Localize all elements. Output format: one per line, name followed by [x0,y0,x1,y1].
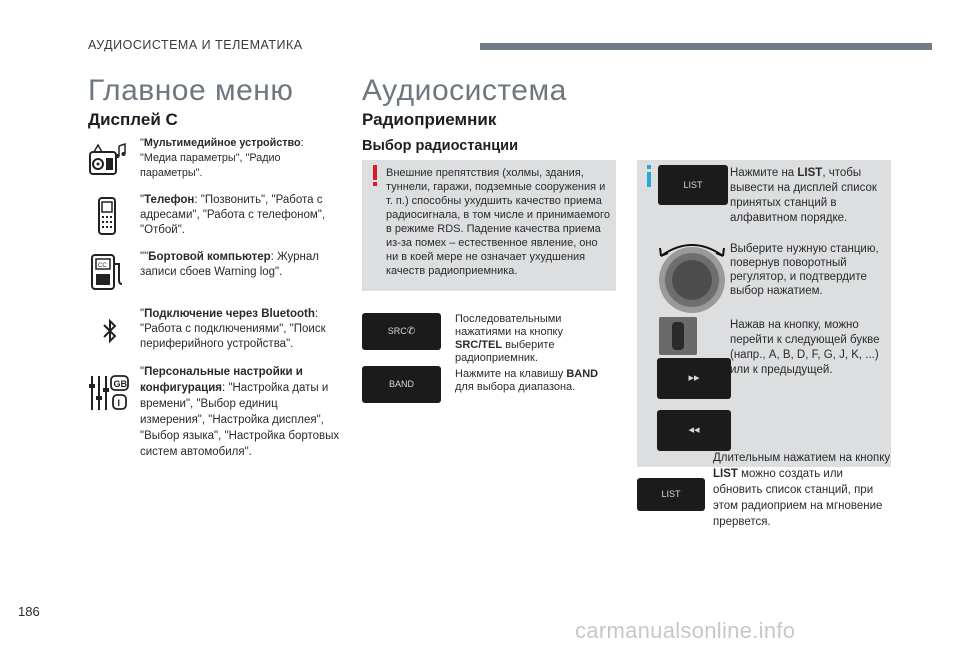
page-number: 186 [18,604,40,619]
display-subtitle: Дисплей C [88,110,178,129]
svg-text:GB: GB [113,379,127,389]
item-rest: : "Позвонить", "Работа с адресами", "Работа с телефоном", "Отбой". [140,194,326,236]
warning-box [362,160,616,291]
header-bar [480,43,932,50]
audio-title: Аудиосистема [362,74,567,107]
item-bold: Подключение через Bluetooth [144,308,315,320]
list-button-image: LIST [658,165,728,205]
list-item: "Телефон: "Позвонить", "Работа с адресами", "Работа с телефоном", "Отбой". [140,194,326,236]
previous-icon: ◂◂ [657,410,731,451]
band-button-image [362,366,441,403]
src-label: SRC [387,326,407,336]
band-label: BAND [388,379,414,389]
svg-text:CC: CC [98,263,107,269]
settings-icon [88,374,130,412]
trip-computer-icon [90,252,124,292]
warning-text: Внешние препятствия (холмы, здания, туннели, гаражи, подземные сооружения и т. п.) способны ухудшить качество приема радиосигнала, в том числе и принимаемого в режиме RDS. Падение качества приема из-за помех – естественное явление, оно ни в коей мере не означает ухудшения качеств радиоприемника. [386,167,610,277]
list-item: ""Бортовой компьютер: Журнал записи сбоев Warning log". [140,251,319,278]
warning-icon [372,165,378,187]
src-text: Последовательными нажатиями на кнопку SRC/TEL выберите радиоприемник. [455,313,563,364]
rotary-knob-icon [655,238,729,316]
toggle-button-image [659,317,697,355]
info3-text: Нажав на кнопку, можно перейти к следующей букве (напр., A, B, D, F, G, J, K, ...) или к предыдущей. [730,319,880,376]
section-header: АУДИОСИСТЕМА И ТЕЛЕМАТИКА [88,38,303,52]
item-rest: : "Работа с подключениями", "Поиск периферийного устройства". [140,308,326,350]
radio-subtitle: Радиоприемник [362,110,497,129]
watermark: carmanualsonline.info [575,618,796,643]
main-menu-title: Главное меню [88,74,294,107]
next-icon: ▸▸ [657,358,731,399]
item-bold: Мультимедийное устройство [143,137,301,149]
list-item: "Мультимедийное устройство: "Медиа параметры", "Радио параметры". [140,137,304,179]
info-box [637,160,891,467]
list-button-image-2: LIST [637,478,705,511]
item-rest: : "Медиа параметры", "Радио параметры". [140,137,304,179]
info-icon [646,165,652,187]
item-rest: : "Настройка даты и времени", "Выбор единиц измерения", "Настройка дисплея", "Выбор языка", "Настройка бортовых систем автомобиля". [140,382,340,458]
phone-handset-icon: ✆ [406,326,416,337]
multimedia-icon [88,140,128,180]
item-bold: Телефон [144,194,195,206]
station-section-title: Выбор радиостанции [362,138,518,154]
band-text: Нажмите на клавишу BAND для выбора диапазона. [455,368,599,393]
svg-text:I: I [117,398,121,408]
phone-icon [97,196,117,236]
list-item: "Подключение через Bluetooth: "Работа с подключениями", "Поиск периферийного устройства". [140,308,326,350]
info1-text: Нажмите на LIST, чтобы вывести на дисплей список принятых станций в алфавитном порядке. [730,167,877,224]
item-bold: Персональные настройки и конфигурация [140,366,303,394]
info2-text: Выберите нужную станцию, повернув поворотный регулятор, и подтвердите выбор нажатием. [730,243,879,297]
src-button-image [362,313,441,350]
long-press-text: Длительным нажатием на кнопку LIST можно создать или обновить список станций, при этом радиоприем на мгновение прервется. [713,452,891,528]
item-rest: : Журнал записи сбоев Warning log". [140,251,319,278]
list-item: "Персональные настройки и конфигурация: "Настройка даты и времени", "Выбор единиц измерения", "Настройка дисплея", "Выбор языка", "Настройка бортовых систем автомобиля". [140,366,340,458]
item-bold: Бортовой компьютер [148,251,271,263]
bluetooth-icon [102,318,118,344]
